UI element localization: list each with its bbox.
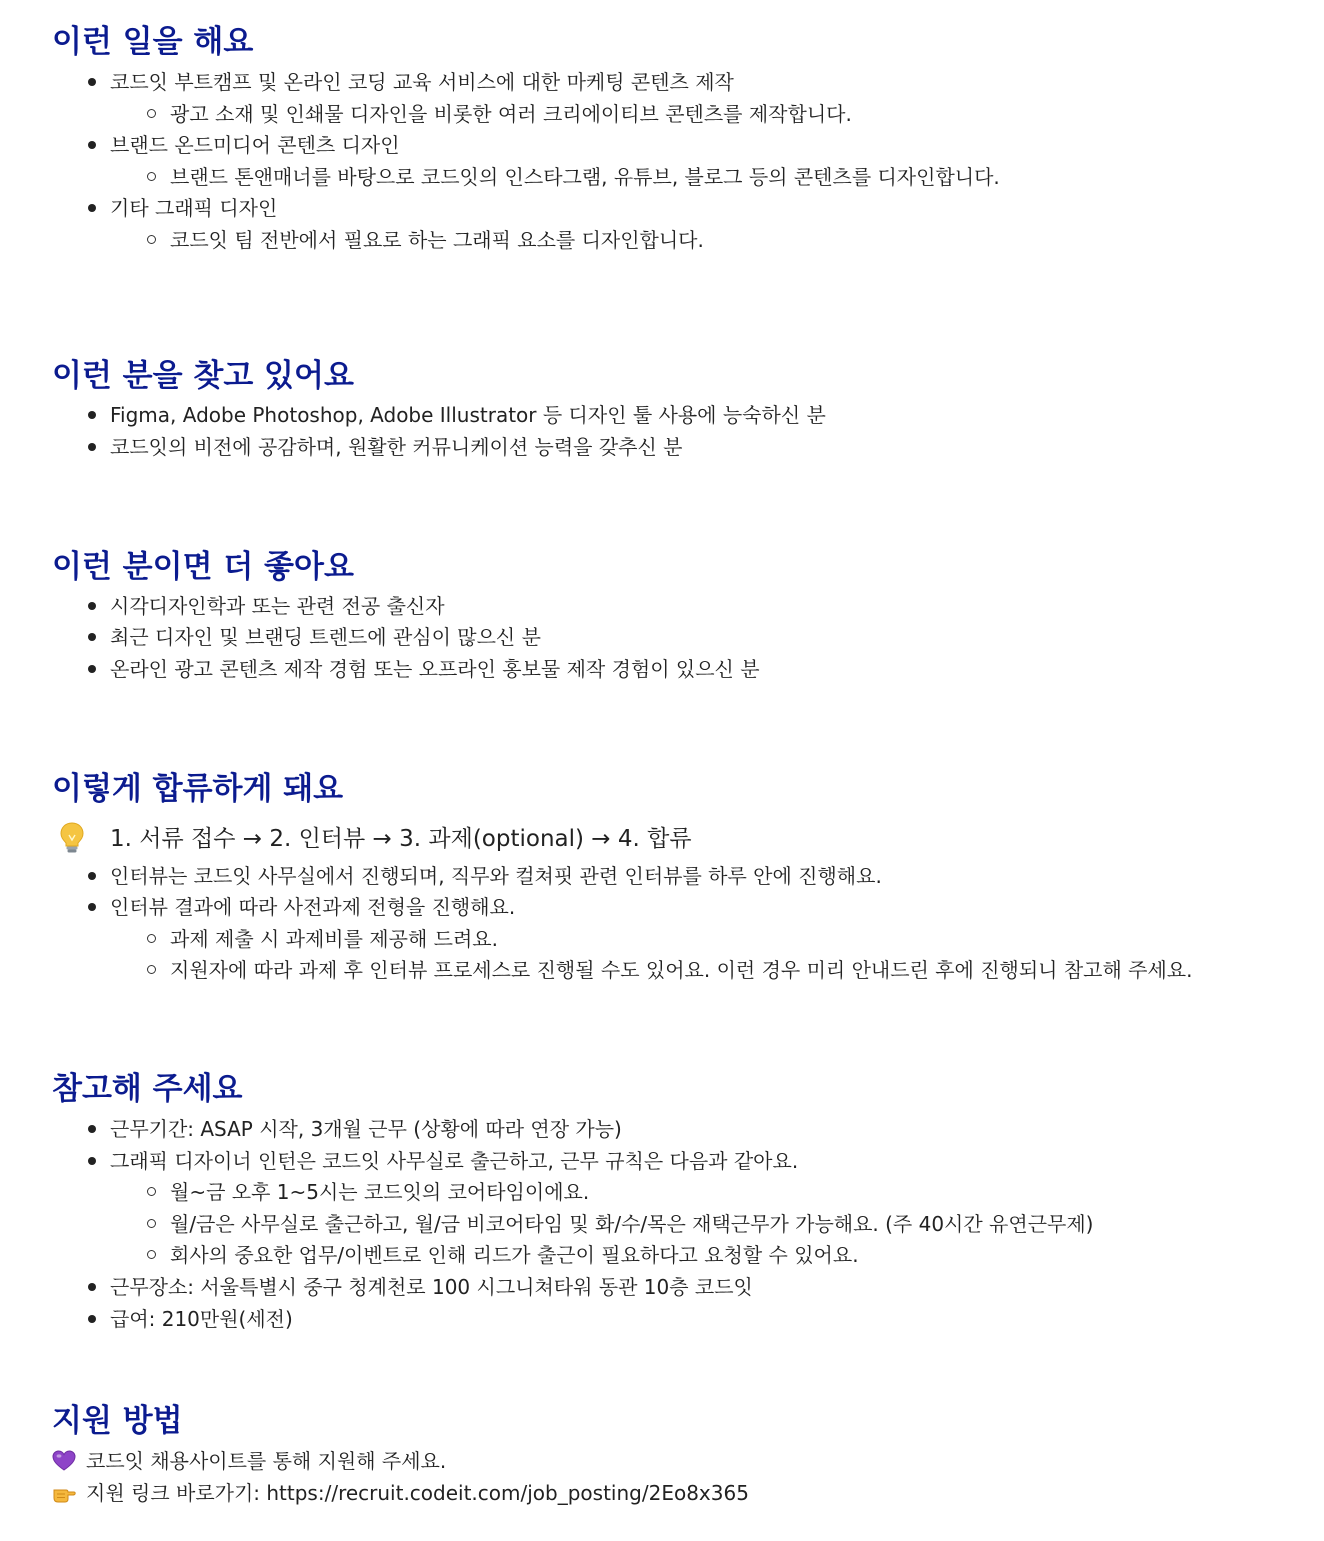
apply-link[interactable]: https://recruit.codeit.com/job_posting/2Eo8x365 bbox=[266, 1481, 749, 1505]
circle-bullet-icon bbox=[147, 965, 156, 974]
list-item: 인터뷰 결과에 따라 사전과제 전형을 진행해요. bbox=[110, 893, 515, 921]
sub-list-item: 월~금 오후 1~5시는 코드잇의 코어타임이에요. bbox=[170, 1178, 589, 1206]
list-item: 코드잇의 비전에 공감하며, 원활한 커뮤니케이션 능력을 갖추신 분 bbox=[110, 433, 683, 461]
bullet-icon bbox=[88, 903, 96, 911]
bullet-icon bbox=[88, 411, 96, 419]
sub-list-item: 코드잇 팀 전반에서 필요로 하는 그래픽 요소를 디자인합니다. bbox=[170, 226, 704, 254]
bullet-icon bbox=[88, 602, 96, 610]
sub-list-item: 브랜드 톤앤매너를 바탕으로 코드잇의 인스타그램, 유튜브, 블로그 등의 콘텐츠를 디자인합니다. bbox=[170, 163, 1000, 191]
circle-bullet-icon bbox=[147, 172, 156, 181]
sub-list-item: 지원자에 따라 과제 후 인터뷰 프로세스로 진행될 수도 있어요. 이런 경우 미리 안내드린 후에 진행되니 참고해 주세요. bbox=[170, 956, 1192, 984]
bullet-icon bbox=[88, 204, 96, 212]
pointing-hand-icon bbox=[52, 1482, 76, 1504]
bullet-icon bbox=[88, 872, 96, 880]
section-title-apply: 지원 방법 bbox=[52, 1403, 183, 1439]
circle-bullet-icon bbox=[147, 1250, 156, 1259]
sub-list-item: 과제 제출 시 과제비를 제공해 드려요. bbox=[170, 925, 498, 953]
list-item: 인터뷰는 코드잇 사무실에서 진행되며, 직무와 컬쳐핏 관련 인터뷰를 하루 안에 진행해요. bbox=[110, 862, 882, 890]
bullet-icon bbox=[88, 665, 96, 673]
list-item: 브랜드 온드미디어 콘텐츠 디자인 bbox=[110, 131, 400, 159]
list-item: 코드잇 부트캠프 및 온라인 코딩 교육 서비스에 대한 마케팅 콘텐츠 제작 bbox=[110, 68, 734, 96]
bullet-icon bbox=[88, 1125, 96, 1133]
sub-list-item: 회사의 중요한 업무/이벤트로 인해 리드가 출근이 필요하다고 요청할 수 있어요. bbox=[170, 1241, 859, 1269]
sub-list-item: 광고 소재 및 인쇄물 디자인을 비롯한 여러 크리에이티브 콘텐츠를 제작합니다. bbox=[170, 100, 852, 128]
list-item: 기타 그래픽 디자인 bbox=[110, 194, 277, 222]
circle-bullet-icon bbox=[147, 235, 156, 244]
list-item: 그래픽 디자이너 인턴은 코드잇 사무실로 출근하고, 근무 규칙은 다음과 같아요. bbox=[110, 1147, 798, 1175]
list-item: 온라인 광고 콘텐츠 제작 경험 또는 오프라인 홍보물 제작 경험이 있으신 분 bbox=[110, 655, 760, 683]
section-title-preferred: 이런 분이면 더 좋아요 bbox=[52, 549, 354, 585]
bullet-icon bbox=[88, 633, 96, 641]
circle-bullet-icon bbox=[147, 934, 156, 943]
circle-bullet-icon bbox=[147, 1187, 156, 1196]
bullet-icon bbox=[88, 78, 96, 86]
bullet-icon bbox=[88, 1283, 96, 1291]
bullet-icon bbox=[88, 1157, 96, 1165]
section-title-notes: 참고해 주세요 bbox=[52, 1071, 243, 1107]
circle-bullet-icon bbox=[147, 1219, 156, 1228]
list-item: 최근 디자인 및 브랜딩 트렌드에 관심이 많으신 분 bbox=[110, 623, 541, 651]
lightbulb-icon bbox=[58, 821, 86, 855]
apply-link-label: 지원 링크 바로가기: bbox=[86, 1481, 267, 1505]
list-item: 근무장소: 서울특별시 중구 청계천로 100 시그니쳐타워 동관 10층 코드잇 bbox=[110, 1273, 753, 1301]
bullet-icon bbox=[88, 443, 96, 451]
bullet-icon bbox=[88, 1315, 96, 1323]
sub-list-item: 월/금은 사무실로 출근하고, 월/금 비코어타임 및 화/수/목은 재택근무가 가능해요. (주 40시간 유연근무제) bbox=[170, 1210, 1093, 1238]
section-title-looking: 이런 분을 찾고 있어요 bbox=[52, 358, 354, 394]
section-title-process: 이렇게 합류하게 돼요 bbox=[52, 771, 344, 807]
section-title-work: 이런 일을 해요 bbox=[52, 24, 254, 60]
circle-bullet-icon bbox=[147, 109, 156, 118]
purple-heart-icon bbox=[52, 1450, 76, 1472]
list-item: 시각디자인학과 또는 관련 전공 출신자 bbox=[110, 592, 445, 620]
list-item: 근무기간: ASAP 시작, 3개월 근무 (상황에 따라 연장 가능) bbox=[110, 1115, 622, 1143]
process-steps: 1. 서류 접수 → 2. 인터뷰 → 3. 과제(optional) → 4. 합류 bbox=[110, 826, 692, 852]
list-item: Figma, Adobe Photoshop, Adobe Illustrator 등 디자인 툴 사용에 능숙하신 분 bbox=[110, 401, 826, 429]
list-item: 급여: 210만원(세전) bbox=[110, 1305, 293, 1333]
bullet-icon bbox=[88, 141, 96, 149]
